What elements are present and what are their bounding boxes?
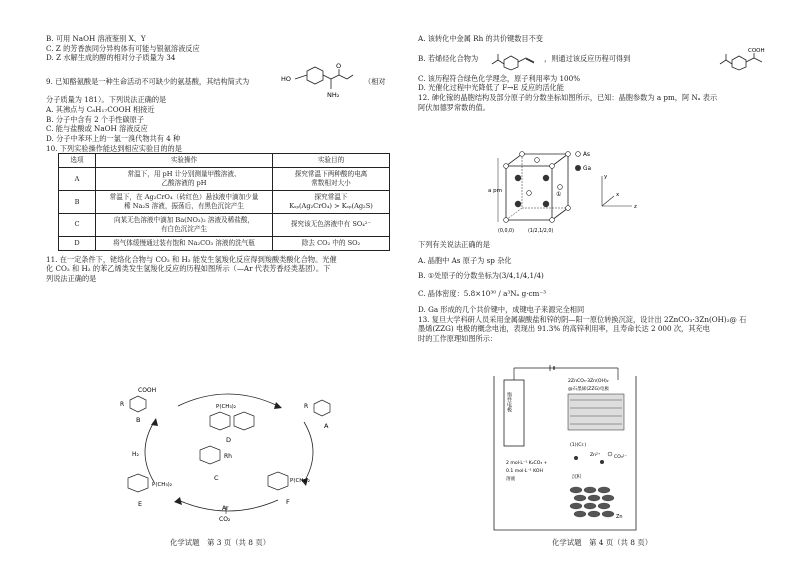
zzg-label-1: 2ZnCO₃·3Zn(OH)₂ xyxy=(568,379,609,384)
row-option: B xyxy=(59,191,96,214)
zzg-label-2: @石墨烯(ZZG)电极 xyxy=(568,387,610,392)
table-header-row xyxy=(59,154,390,168)
q9-option-d: D. 分子中苯环上的一氯一溴代物共有 4 种 xyxy=(46,134,181,144)
label-cooh: COOH xyxy=(138,387,157,394)
q12-stem-line3: 下列有关说法正确的是 xyxy=(418,240,490,249)
q9-option-c: C. 能与盐酸或 NaOH 溶液反应 xyxy=(46,124,148,134)
q13-stem-line1: 13. 复旦大学科研人员采用金属碳酸盐和锌的阴—阳一原位转换沉淀，设计出 2ZnCO₃·3Zn(OH)₂@ 石 xyxy=(418,314,747,324)
process-label: 沉积 xyxy=(572,475,582,480)
q8-option-c: C. Z 的芳香族同分异构体有可能与银氨溶液反应 xyxy=(46,43,200,53)
q12-option-b: B. ①处原子的分数坐标为(3/4,1/4,1/4) xyxy=(418,271,544,281)
battery-diagram xyxy=(490,366,640,532)
electrolyte-line2: 0.1 mol·L⁻¹ KOH xyxy=(506,469,543,474)
q12-option-d: D. Ga 形成的几个共价键中，成键电子来源完全相同 xyxy=(418,304,585,314)
q9-stem: 9. 已知酪氨酸是一种生命活动不可缺少的氨基酸，其结构简式为 xyxy=(46,77,250,87)
left-footer: 化学试题 第 3 页（共 8 页） xyxy=(170,538,271,548)
q8-option-b: B. 可用 NaOH 溶液鉴别 X、Y xyxy=(46,34,146,43)
axis-z: z xyxy=(634,204,637,210)
label-pch3-e: P(CH₃)₂ xyxy=(152,482,172,488)
q13-stem-line3: 时的工作原理如图所示： xyxy=(418,334,498,344)
label-pch3: P(CH₃)₂ xyxy=(216,404,236,410)
legend-ga: Ga xyxy=(583,166,592,172)
row-goal: 探究常温下两种酸的电离 常数相对大小 xyxy=(273,168,390,191)
q12-option-c: C. 晶体密度：5.8×10³⁰ / a³Nₐ g·cm⁻³ xyxy=(418,289,547,299)
axis-x: x xyxy=(616,192,620,198)
row-option: D xyxy=(59,236,96,250)
electrolyte-line1: 2 mol·L⁻¹ K₂CO₃ + xyxy=(506,461,548,466)
row-operation: 常温下，用 pH 计分别测量甲酸溶液、 乙酸溶液的 pH xyxy=(96,168,273,191)
q10-stem: 10. 下列实验操作能达到相应实验目的的是 xyxy=(46,143,182,153)
label-co2: CO₂ xyxy=(219,516,231,523)
label-f: F xyxy=(286,498,290,506)
row-goal: 探究常温下 Kₛₚ(Ag₂CrO₄) > Kₛₚ(Ag₂S) xyxy=(273,191,390,214)
q11-option-b-text2: ，则通过该反应历程可得到 xyxy=(544,53,631,63)
electrolyte-line3: 溶液 xyxy=(506,477,516,482)
tyrosine-structure xyxy=(281,61,359,101)
acid-cooh-label: COOH xyxy=(748,47,765,54)
label-ar: Ar xyxy=(222,505,229,512)
row-operation: 向某无色溶液中滴加 Ba(NO₃)₂ 溶液及稀盐酸， 有白色沉淀产生 xyxy=(96,213,273,236)
q11-stem-line2: 化 CO₂ 和 H₂ 的苯乙烯类发生氢羧化反应的历程如图所示（—Ar 代表芳香烃类基团）。下 xyxy=(46,264,331,274)
label-b: B xyxy=(136,416,141,424)
q11-stem-line3: 列说法正确的是 xyxy=(46,274,97,284)
table-row xyxy=(59,191,390,214)
q12-stem-line2: 阿伏加德罗常数的值。 xyxy=(418,102,490,112)
label-pch3-f: P(CH₃)₂ xyxy=(290,478,310,484)
dim-label: a pm xyxy=(488,188,502,194)
row-goal: 除去 CO₂ 中的 SO₂ xyxy=(273,236,390,250)
struct-ho: HO xyxy=(281,75,292,84)
experiment-table xyxy=(58,153,390,250)
q11-option-d: D. 光催化过程中光降低了 F→E 反应的活化能 xyxy=(418,83,564,93)
label-co3: CO₃²⁻ xyxy=(614,455,627,460)
legend-as: As xyxy=(583,152,590,158)
coord-origin: (0,0,0) xyxy=(498,229,514,234)
q11-option-a: A. 该转化中金属 Rh 的共价键数目不变 xyxy=(418,34,543,43)
q12-option-a: A. 晶胞中 As 原子为 sp 杂化 xyxy=(418,255,512,265)
row-option: C xyxy=(59,213,96,236)
axis-y: y xyxy=(604,174,608,180)
row-operation: 将气体缓慢通过装有饱和 Na₂CO₃ 溶液的洗气瓶 xyxy=(96,236,273,250)
q9-option-b: B. 分子中含有 2 个手性碳原子 xyxy=(46,114,145,124)
q11-option-c: C. 该历程符合绿色化学理念，原子利用率为 100% xyxy=(418,73,581,83)
col-header-goal: 实验目的 xyxy=(273,154,390,168)
row-option: A xyxy=(59,168,96,191)
position-marker: ① xyxy=(556,191,562,198)
catalytic-cycle-diagram xyxy=(118,382,340,522)
table-row xyxy=(59,236,390,250)
table-row xyxy=(59,213,390,236)
q9-stem-tail: （相对 xyxy=(364,77,386,87)
step-label: (1)(Cr.) xyxy=(570,443,587,448)
q8-option-d: D. Z 水解生成的醇的相对分子质量为 34 xyxy=(46,53,176,63)
label-rh-c: Rh xyxy=(224,453,232,460)
label-r-a: R xyxy=(304,403,309,410)
q9-option-a: A. 其沸点与 C₈H₁₇COOH 相接近 xyxy=(46,104,155,114)
q12-stem-line1: 12. 砷化镓的晶胞结构及部分原子的分数坐标如图所示，已知：晶胞参数为 a pm，阿 Nₐ 表示 xyxy=(418,93,718,103)
q11-option-b-text1: B. 若烯烃化合物为 xyxy=(418,53,479,63)
label-a: A xyxy=(324,422,329,430)
label-zn2: Zn²⁺ xyxy=(590,453,601,458)
q11-stem-line1: 11. 在一定条件下，铑络化合物与 CO₂ 和 H₂ 能发生氢羧化反应得到羧酸类酸化合物。光催 xyxy=(46,254,337,264)
col-header-operation: 实验操作 xyxy=(96,154,273,168)
q9-stem-line2: 分子质量为 181）。下列说法正确的是 xyxy=(46,95,167,105)
label-h2: H₂ xyxy=(132,451,139,458)
row-goal: 探究该无色溶液中有 SO₄²⁻ xyxy=(273,213,390,236)
col-header-option: 选项 xyxy=(59,154,96,168)
label-r: R xyxy=(120,401,125,408)
label-e: E xyxy=(138,500,143,508)
coord-1: (1/2,1/2,0) xyxy=(528,229,554,234)
label-d: D xyxy=(226,436,232,444)
electrode-label: 惰性电极 xyxy=(506,392,512,412)
struct-nh2: NH₂ xyxy=(327,91,340,100)
struct-o: O xyxy=(336,62,342,71)
table-row xyxy=(59,168,390,191)
label-c: C xyxy=(214,474,219,482)
q13-stem-line2: 墨烯(ZZG) 电极的概念电池，表现出 91.3% 的高锌利用率，且寿命长达 2 000 次，其充电 xyxy=(418,324,710,334)
zn-label: Zn xyxy=(616,514,623,520)
right-footer: 化学试题 第 4 页（共 8 页） xyxy=(552,538,653,548)
row-operation: 常温下，在 Ag₂CrO₄（砖红色）悬浊液中滴加少量 稀 Na₂S 溶液，振荡后，有黑色沉淀产生 xyxy=(96,191,273,214)
